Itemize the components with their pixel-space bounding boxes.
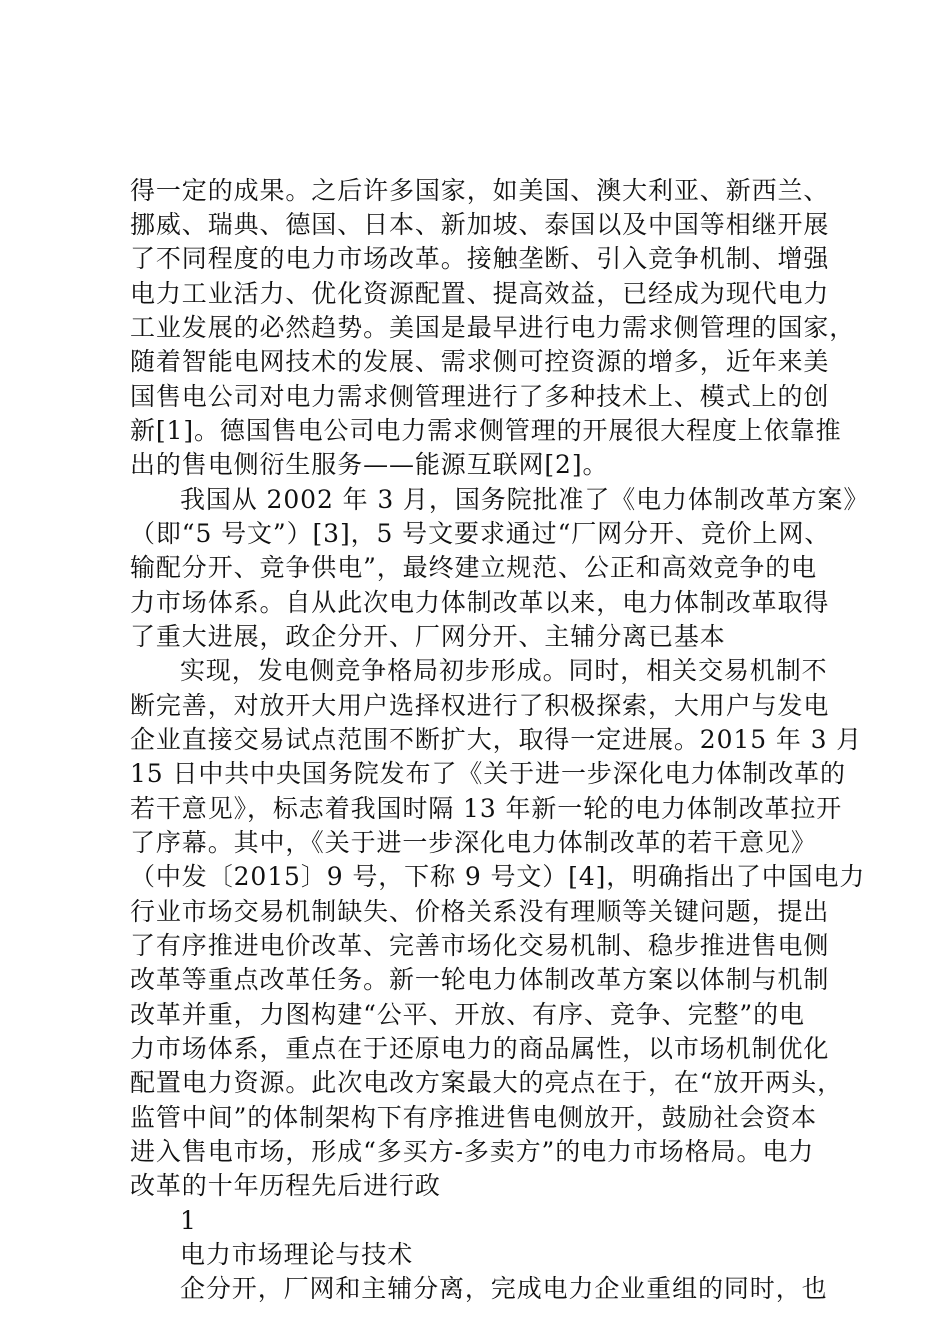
running-title: 电力市场理论与技术 xyxy=(180,1240,414,1269)
text-line: 国售电公司对电力需求侧管理进行了多种技术上、模式上的创 xyxy=(130,382,830,411)
text-line: 监管中间”的体制架构下有序推进售电侧放开，鼓励社会资本 xyxy=(130,1103,818,1132)
paragraph-start-line: 我国从 2002 年 3 月，国务院批准了《电力体制改革方案》 xyxy=(180,485,870,514)
text-line: 改革等重点改革任务。新一轮电力体制改革方案以体制与机制 xyxy=(130,965,830,994)
text-line: 断完善，对放开大用户选择权进行了积极探索，大用户与发电 xyxy=(130,691,830,720)
text-line: 配置电力资源。此次电改方案最大的亮点在于，在“放开两头， xyxy=(130,1068,843,1097)
text-line: 改革的十年历程先后进行政 xyxy=(130,1171,441,1200)
text-line: 输配分开、竞争供电”，最终建立规范、公正和高效竞争的电 xyxy=(130,553,818,582)
text-line: 新[1]。德国售电公司电力需求侧管理的开展很大程度上依靠推 xyxy=(130,416,842,445)
text-line: 力市场体系，重点在于还原电力的商品属性，以市场机制优化 xyxy=(130,1034,830,1063)
text-line: 工业发展的必然趋势。美国是最早进行电力需求侧管理的国家， xyxy=(130,313,856,342)
text-line: 企分开，厂网和主辅分离，完成电力企业重组的同时，也 xyxy=(180,1274,828,1303)
text-line: 15 日中共中央国务院发布了《关于进一步深化电力体制改革的 xyxy=(130,759,846,788)
text-line: （中发〔2015〕9 号，下称 9 号文）[4]，明确指出了中国电力 xyxy=(130,862,866,891)
text-line: 了重大进展，政企分开、厂网分开、主辅分离已基本 xyxy=(130,622,726,651)
text-line: 进入售电市场，形成“多买方-多卖方”的电力市场格局。电力 xyxy=(130,1137,815,1166)
paragraph-start-line: 实现，发电侧竞争格局初步形成。同时，相关交易机制不 xyxy=(180,656,828,685)
text-line: 随着智能电网技术的发展、需求侧可控资源的增多，近年来美 xyxy=(130,347,830,376)
text-line: 行业市场交易机制缺失、价格关系没有理顺等关键问题，提出 xyxy=(130,897,830,926)
text-line: 了序幕。其中，《关于进一步深化电力体制改革的若干意见》 xyxy=(130,828,817,857)
text-line: 电力工业活力、优化资源配置、提高效益，已经成为现代电力 xyxy=(130,279,830,308)
text-line: 力市场体系。自从此次电力体制改革以来，电力体制改革取得 xyxy=(130,588,830,617)
text-line: 挪威、瑞典、德国、日本、新加坡、泰国以及中国等相继开展 xyxy=(130,210,830,239)
text-line: 了不同程度的电力市场改革。接触垄断、引入竞争机制、增强 xyxy=(130,244,830,273)
text-line: （即“5 号文”）[3]，5 号文要求通过“厂网分开、竞价上网、 xyxy=(130,519,831,548)
text-line: 了有序推进电价改革、完善市场化交易机制、稳步推进售电侧 xyxy=(130,931,830,960)
text-line: 企业直接交易试点范围不断扩大，取得一定进展。2015 年 3 月 xyxy=(130,725,863,754)
text-line: 若干意见》，标志着我国时隔 13 年新一轮的电力体制改革拉开 xyxy=(130,794,843,823)
text-line: 出的售电侧衍生服务——能源互联网[2]。 xyxy=(130,450,609,479)
page-number: 1 xyxy=(180,1206,197,1235)
text-line: 改革并重，力图构建“公平、开放、有序、竞争、完整”的电 xyxy=(130,1000,805,1029)
text-line: 得一定的成果。之后许多国家，如美国、澳大利亚、新西兰、 xyxy=(130,176,830,205)
